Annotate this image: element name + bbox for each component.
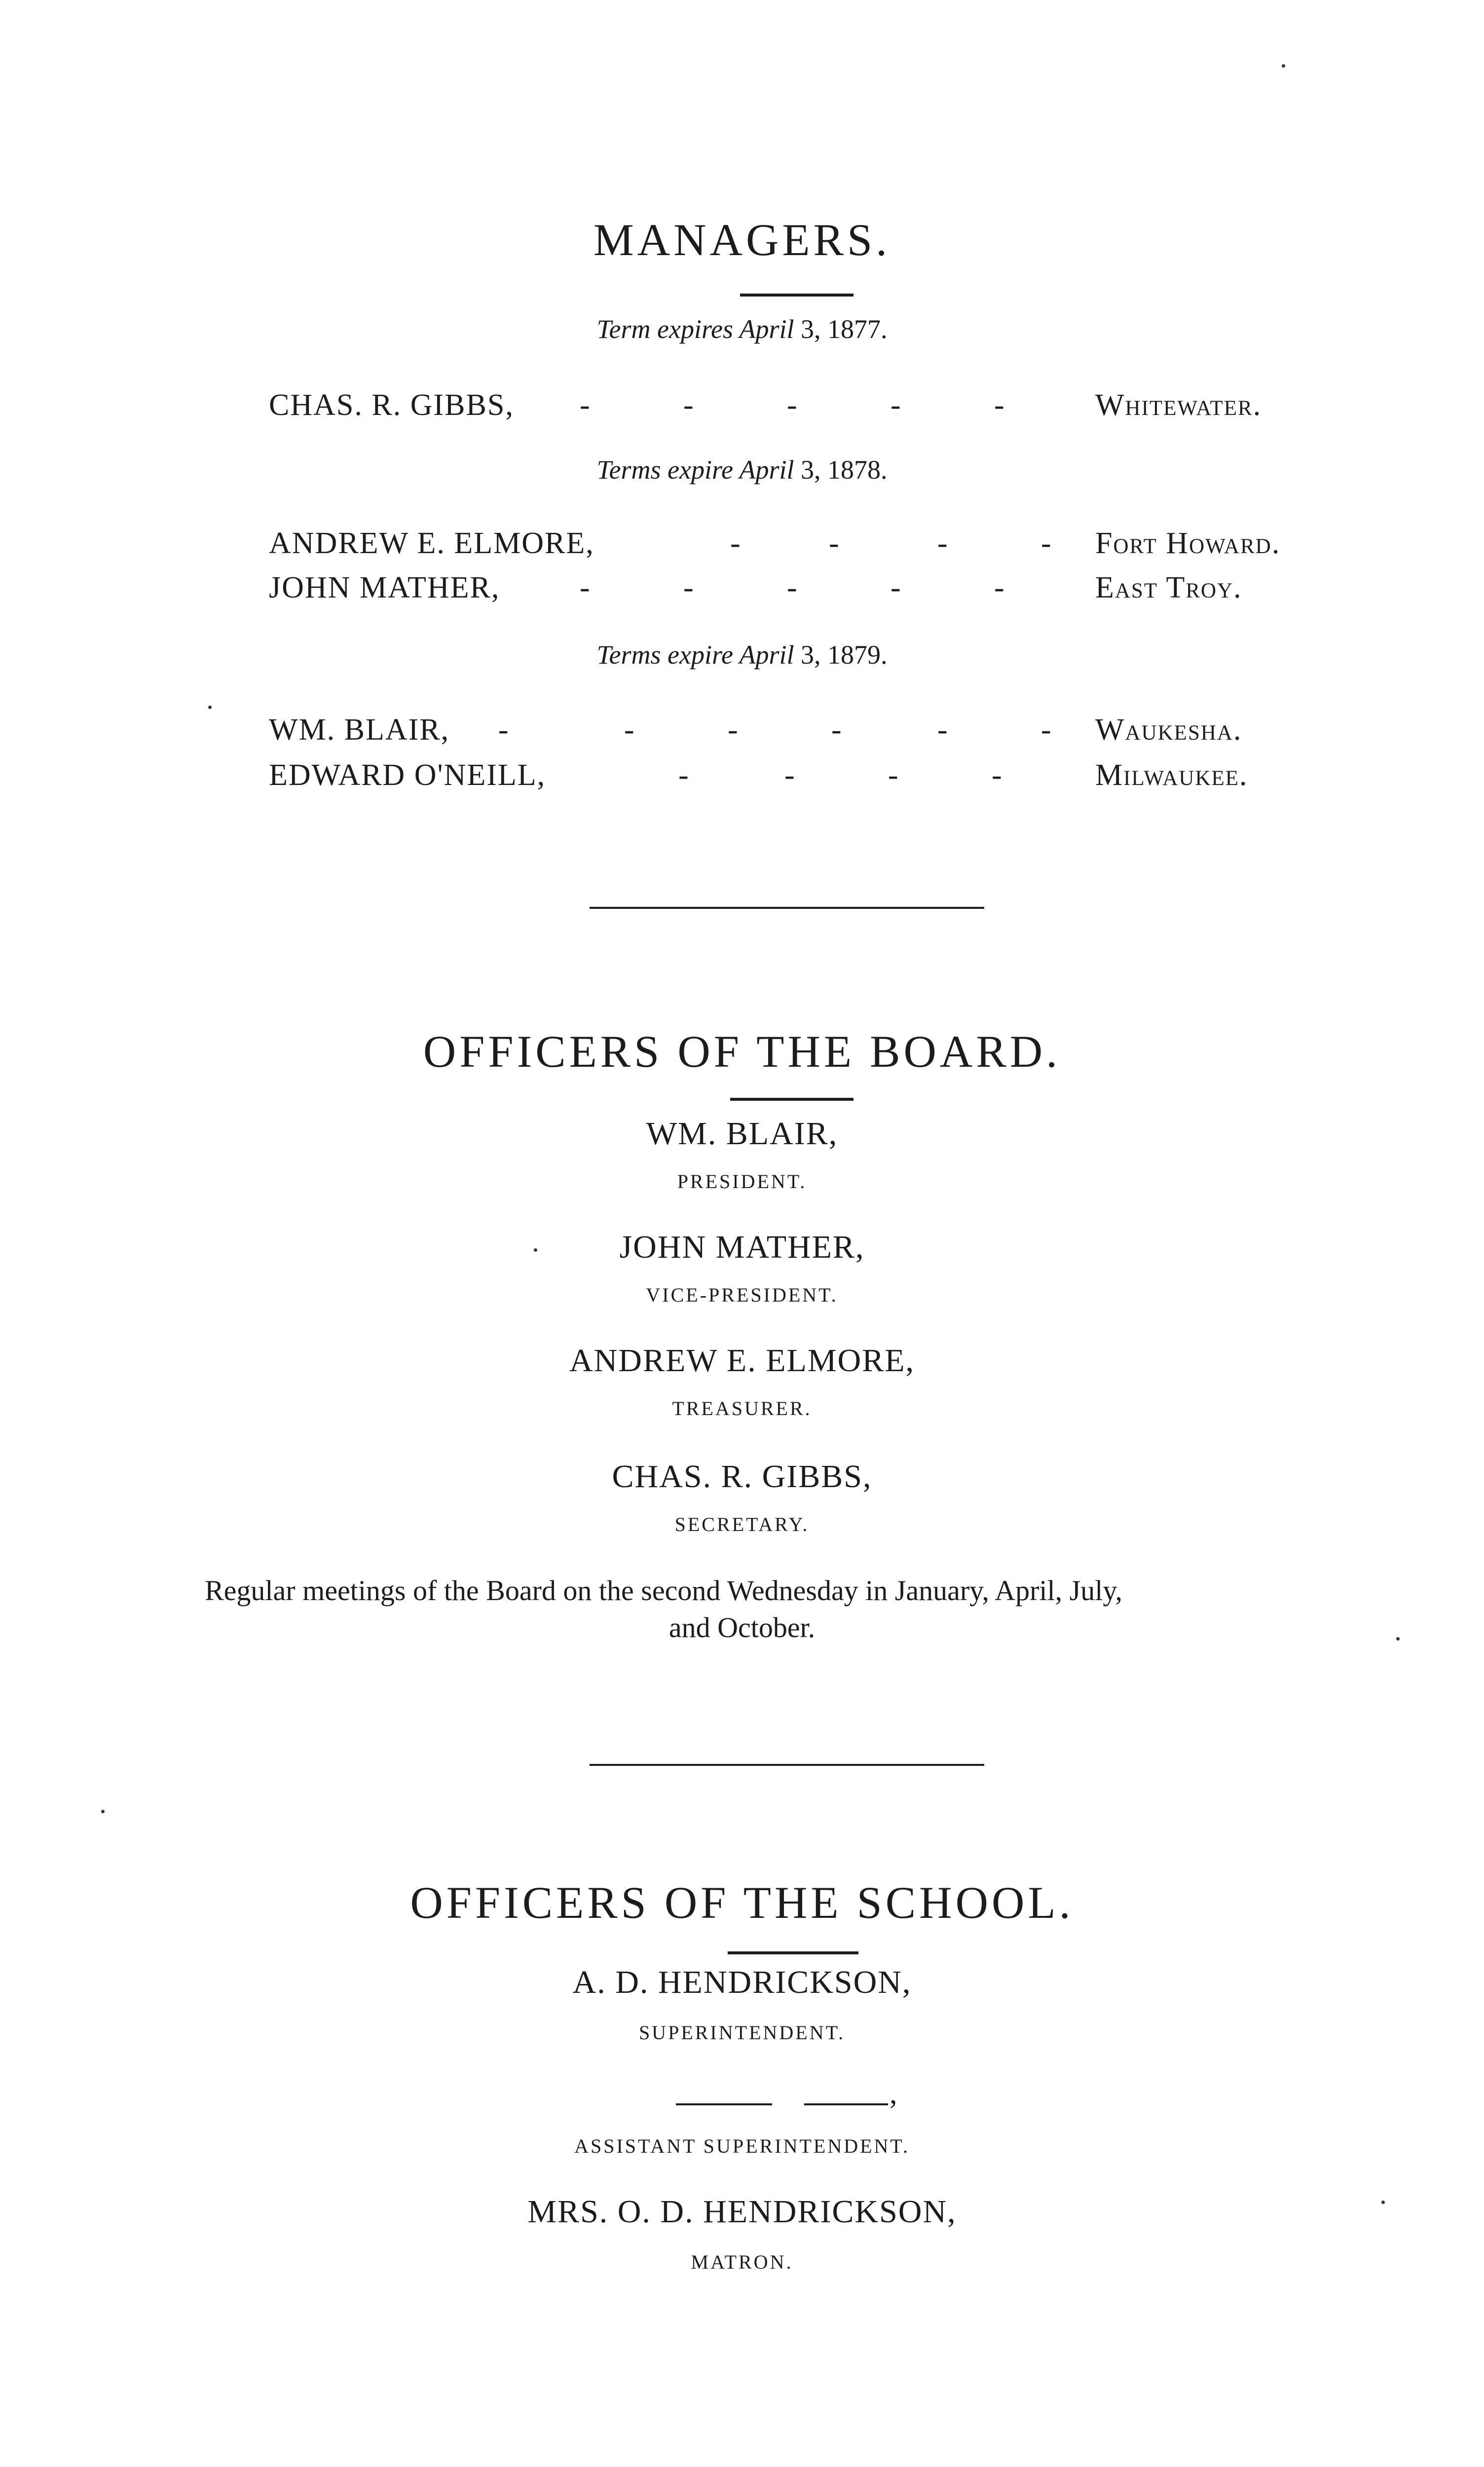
officer-name: MRS. O. D. HENDRICKSON, <box>527 2194 957 2230</box>
meeting-note-line: Regular meetings of the Board on the second Wednesday in January, April, July, <box>205 1574 1123 1607</box>
term-line <box>0 456 1484 483</box>
officer-title: MATRON. <box>691 2251 793 2273</box>
leader-dash: - <box>787 388 797 422</box>
heading-rule <box>728 1951 858 1954</box>
term-line <box>0 316 1484 342</box>
manager-place: Waukesha. <box>1095 713 1242 747</box>
officer-name: JOHN MATHER, <box>619 1229 865 1265</box>
term-year: 1879. <box>827 640 888 670</box>
term-day: 3, <box>801 314 821 344</box>
section-divider <box>590 1764 984 1766</box>
scan-speck <box>534 1248 537 1252</box>
heading-rule <box>730 1098 853 1101</box>
board-heading: OFFICERS OF THE BOARD. <box>423 1026 1061 1077</box>
manager-row <box>0 760 1484 794</box>
leader-dash: - <box>580 571 590 604</box>
scan-speck <box>1282 64 1285 68</box>
scan-speck <box>101 1810 105 1813</box>
term-day: 3, <box>801 640 821 670</box>
blank-name-line <box>676 2103 772 2105</box>
leader-dash: - <box>683 388 694 422</box>
leader-dash: - <box>994 571 1004 604</box>
leader-dash: - <box>890 388 901 422</box>
leader-dash: - <box>728 713 738 747</box>
leader-dash: - <box>730 526 741 560</box>
leader-dash: - <box>678 758 689 792</box>
term-label: Terms expire April <box>596 640 794 670</box>
blank-name-comma: , <box>890 2077 897 2110</box>
manager-row <box>0 528 1484 562</box>
school-heading: OFFICERS OF THE SCHOOL. <box>410 1877 1074 1928</box>
manager-name: CHAS. R. GIBBS, <box>269 388 514 422</box>
officer-name: WM. BLAIR, <box>646 1116 838 1152</box>
leader-dash: - <box>829 526 839 560</box>
scan-speck <box>1396 1637 1400 1641</box>
leader-dash: - <box>1041 526 1051 560</box>
leader-dash: - <box>831 713 842 747</box>
leader-dash: - <box>937 713 948 747</box>
term-day: 3, <box>801 455 821 485</box>
leader-dash: - <box>937 526 948 560</box>
officer-title: TREASURER. <box>672 1397 812 1420</box>
manager-place: Milwaukee. <box>1095 758 1248 792</box>
manager-row <box>0 572 1484 607</box>
leader-dash: - <box>580 388 590 422</box>
manager-name: ANDREW E. ELMORE, <box>269 526 594 560</box>
term-label: Terms expire April <box>596 455 794 485</box>
manager-name: JOHN MATHER, <box>269 571 500 604</box>
officer-title: VICE-PRESIDENT. <box>646 1284 838 1306</box>
blank-name-line <box>804 2103 888 2105</box>
officer-title: SECRETARY. <box>674 1513 810 1535</box>
leader-dash: - <box>624 713 634 747</box>
section-divider <box>590 907 984 909</box>
leader-dash: - <box>1041 713 1051 747</box>
officer-title: ASSISTANT SUPERINTENDENT. <box>574 2135 910 2157</box>
officer-title: SUPERINTENDENT. <box>638 2021 846 2044</box>
manager-name: EDWARD O'NEILL, <box>269 758 546 792</box>
manager-row <box>0 390 1484 424</box>
term-line <box>0 641 1484 668</box>
manager-place: East Troy. <box>1095 571 1242 604</box>
leader-dash: - <box>994 388 1004 422</box>
leader-dash: - <box>683 571 694 604</box>
term-year: 1878. <box>827 455 888 485</box>
scan-speck <box>1381 2201 1385 2204</box>
leader-dash: - <box>498 713 509 747</box>
manager-row <box>0 714 1484 749</box>
term-label: Term expires April <box>596 314 794 344</box>
manager-place: Whitewater. <box>1095 388 1262 422</box>
meeting-note-line: and October. <box>668 1611 816 1644</box>
officer-name: ANDREW E. ELMORE, <box>569 1343 915 1379</box>
term-year: 1877. <box>827 314 888 344</box>
leader-dash: - <box>784 758 795 792</box>
leader-dash: - <box>888 758 898 792</box>
manager-name: WM. BLAIR, <box>269 713 450 747</box>
leader-dash: - <box>890 571 901 604</box>
scan-speck <box>208 706 212 709</box>
leader-dash: - <box>992 758 1002 792</box>
officer-name: CHAS. R. GIBBS, <box>612 1458 872 1495</box>
leader-dash: - <box>787 571 797 604</box>
officer-name: A. D. HENDRICKSON, <box>572 1964 912 2000</box>
manager-place: Fort Howard. <box>1095 526 1281 560</box>
officer-title: PRESIDENT. <box>677 1170 807 1193</box>
heading-rule <box>740 294 853 297</box>
managers-heading: MANAGERS. <box>593 215 891 265</box>
